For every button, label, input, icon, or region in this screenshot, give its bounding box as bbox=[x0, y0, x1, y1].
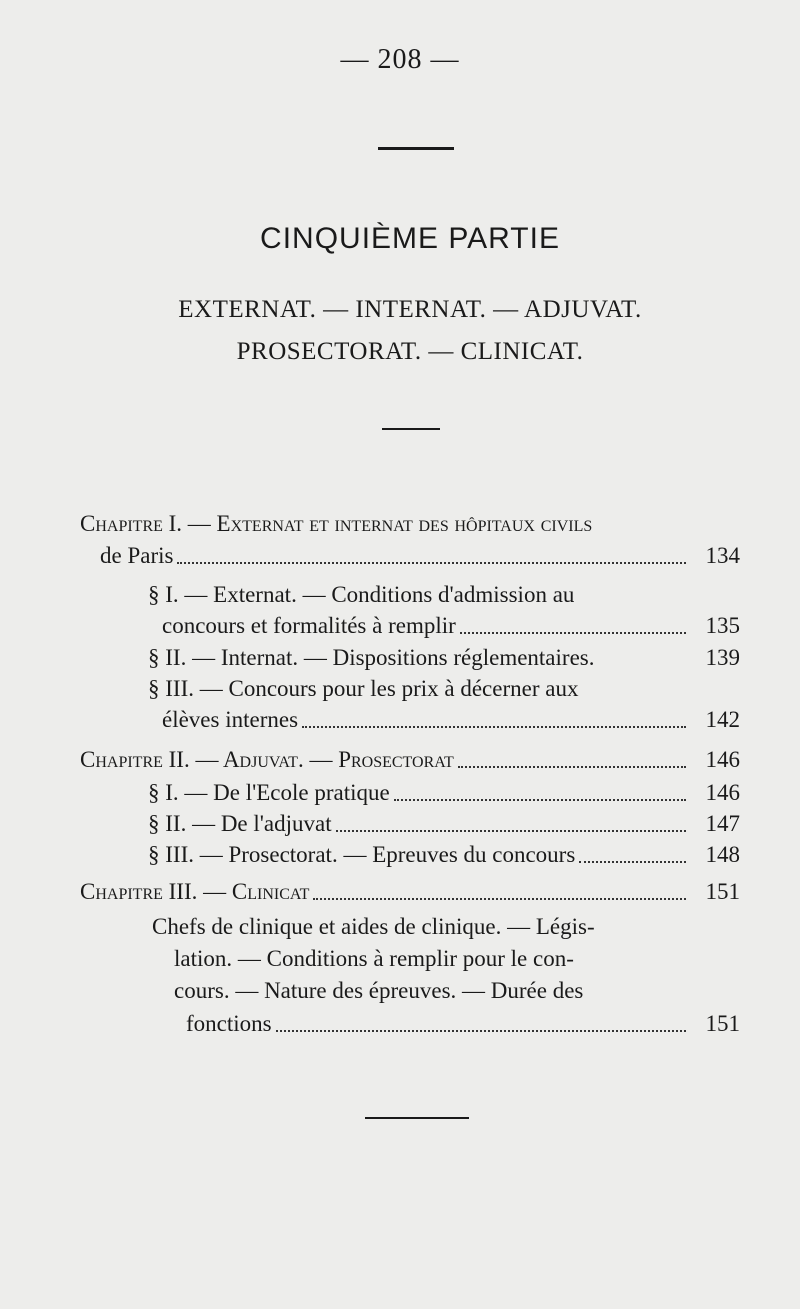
toc-section-2-label: § II. — Internat. — Dispositions réglementaires. bbox=[148, 645, 595, 670]
toc-chapter-3-desc-line-2: lation. — Conditions à remplir pour le con- bbox=[174, 946, 574, 971]
part-title: CINQUIÈME PARTIE bbox=[260, 222, 560, 255]
dot-leader bbox=[394, 799, 686, 801]
toc-ch2-section-3-entry bbox=[148, 839, 740, 871]
toc-section-1-cont: concours et formalités à remplir bbox=[162, 613, 456, 638]
toc-chapter-3-desc-line-4: fonctions bbox=[186, 1011, 272, 1036]
toc-section-1-title bbox=[148, 579, 574, 611]
toc-ch2-section-3-page: 148 bbox=[705, 842, 740, 867]
toc-chapter-3-desc-2 bbox=[174, 943, 574, 975]
toc-chapter-3-page: 151 bbox=[705, 879, 740, 904]
toc-section-2-page: 139 bbox=[705, 645, 740, 670]
toc-chapter-3-desc-1 bbox=[152, 911, 595, 943]
toc-ch2-section-2-label: § II. — De l'adjuvat bbox=[148, 811, 332, 836]
toc-ch2-section-1-label: § I. — De l'Ecole pratique bbox=[148, 780, 390, 805]
toc-section-3-label: § III. — Concours pour les prix à décerner aux bbox=[148, 676, 579, 701]
toc-chapter-3-desc-line-1: Chefs de clinique et aides de clinique. — Légis- bbox=[152, 914, 595, 939]
dot-leader bbox=[336, 830, 686, 832]
toc-chapter-3-desc-line-3: cours. — Nature des épreuves. — Durée des bbox=[174, 978, 584, 1003]
toc-chapter-2-page: 146 bbox=[705, 747, 740, 772]
toc-chapter-3-desc-3 bbox=[174, 975, 583, 1007]
toc-chapter-1-title bbox=[80, 508, 698, 540]
toc-chapter-3-label: Chapitre III. — Clinicat bbox=[80, 879, 310, 904]
toc-chapter-3-entry bbox=[80, 876, 740, 908]
toc-ch2-section-2-entry bbox=[148, 808, 740, 840]
toc-chapter-1-label: Chapitre I. — Externat et internat des hôpitaux civils bbox=[80, 511, 593, 536]
toc-chapter-1-cont: de Paris bbox=[100, 543, 174, 568]
toc-section-1-label: § I. — Externat. — Conditions d'admission au bbox=[148, 582, 575, 607]
toc-section-3-entry bbox=[162, 704, 740, 736]
subtitle-line-1: EXTERNAT. — INTERNAT. — ADJUVAT. bbox=[178, 296, 642, 323]
toc-ch2-section-1-entry bbox=[148, 777, 740, 809]
toc-section-3-cont: élèves internes bbox=[162, 707, 299, 732]
dot-leader bbox=[458, 766, 686, 768]
toc-ch2-section-2-page: 147 bbox=[705, 811, 740, 836]
dot-leader bbox=[579, 861, 686, 863]
dot-leader bbox=[460, 632, 686, 634]
toc-ch2-section-3-label: § III. — Prosectorat. — Epreuves du concours bbox=[148, 842, 576, 867]
toc-chapter-2-entry bbox=[80, 744, 740, 776]
toc-section-3-title bbox=[148, 673, 578, 705]
dot-leader bbox=[313, 898, 686, 900]
toc-section-3-page: 142 bbox=[705, 707, 740, 732]
dot-leader bbox=[302, 726, 686, 728]
toc-chapter-1-page: 134 bbox=[705, 543, 740, 568]
toc-chapter-3-desc-entry bbox=[186, 1008, 740, 1040]
toc-section-1-entry bbox=[162, 610, 740, 642]
dot-leader bbox=[177, 562, 686, 564]
toc-section-2-entry bbox=[148, 642, 740, 674]
bottom-rule bbox=[365, 1117, 469, 1119]
toc-section-1-page: 135 bbox=[705, 613, 740, 638]
subtitle-line-2: PROSECTORAT. — CLINICAT. bbox=[236, 338, 584, 365]
dot-leader bbox=[276, 1030, 686, 1032]
toc-chapter-3-desc-page: 151 bbox=[705, 1011, 740, 1036]
toc-ch2-section-1-page: 146 bbox=[705, 780, 740, 805]
page-number: — 208 — bbox=[340, 44, 460, 75]
toc-chapter-1-entry bbox=[100, 540, 740, 572]
toc-chapter-2-label: Chapitre II. — Adjuvat. — Prosectorat bbox=[80, 747, 454, 772]
